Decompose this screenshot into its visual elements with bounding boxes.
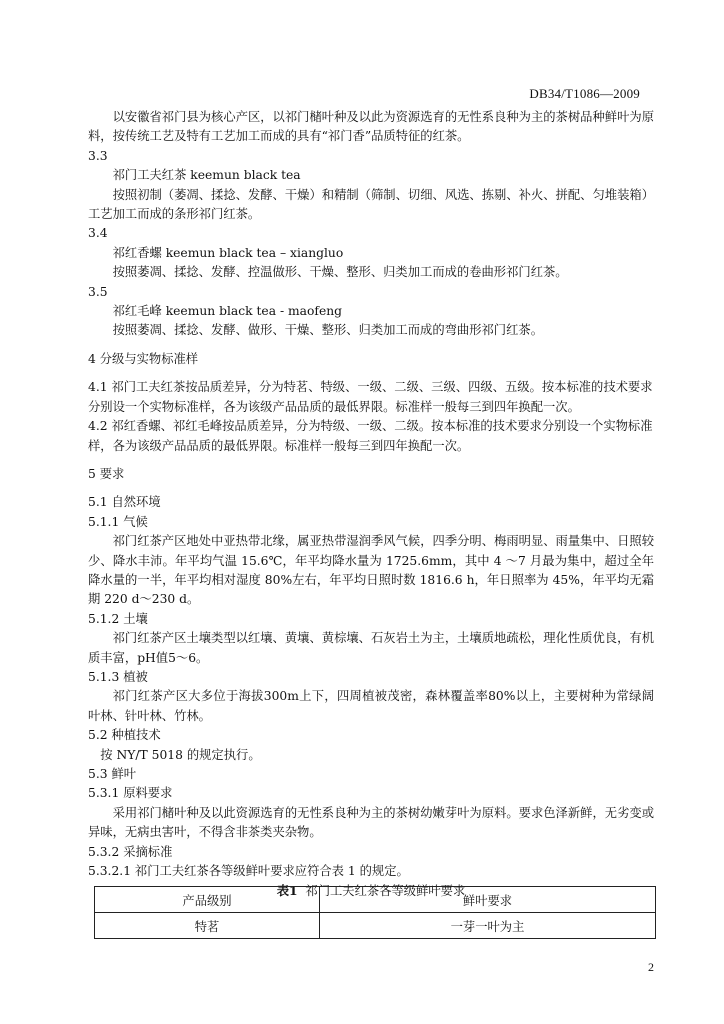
table-1 [94,886,656,939]
clause-5-2-heading: 5.2 种植技术 [88,728,161,743]
table-header-cell: 鲜叶要求 [320,887,656,913]
clause-5-1-1-heading: 5.1.1 气候 [88,514,148,529]
clause-5-3-1-heading: 5.3.1 原料要求 [88,786,173,801]
table-header-row [95,887,656,913]
clause-5-1-3-heading: 5.1.3 植被 [88,669,148,684]
clause-5-1-2-heading: 5.1.2 土壤 [88,611,148,626]
planting-paragraph: 按 NY/T 5018 的规定执行。 [100,747,261,762]
term-title: 祁门工夫红茶 keemun black tea [112,168,301,183]
term-definition: 按照萎凋、揉捻、发酵、做形、干燥、整形、归类加工而成的弯曲形祁门红茶。 [112,323,543,338]
clause-5-3-heading: 5.3 鲜叶 [88,767,137,781]
document-body [88,108,654,902]
term-title: 祁红毛峰 keemun black tea - maofeng [112,304,343,319]
clause-5-3-2-heading: 5.3.2 采摘标准 [88,844,173,859]
term-definition: 按照初制（萎凋、揉捻、发酵、干燥）和精制（筛制、切细、风选、拣剔、补火、拼配、匀堆装箱）工艺加工而成的条形祁门红茶。 [88,187,654,222]
term-number: 3.5 [88,284,108,299]
intro-paragraph: 以安徽省祁门县为核心产区，以祁门槠叶种及以此为资源选育的无性系良种为主的茶树品种鲜叶为原料，按传统工艺及特有工艺加工而成的具有“祁门香”品质特征的红茶。 [88,110,654,144]
table-header-cell: 产品级别 [95,887,320,913]
clause-4-2: 4.2 祁红香螺、祁红毛峰按品质差异，分为特级、一级、二级。按本标准的技术要求分别设一个实物标准样，各为该级产品品质的最低界限。标准样一般每三到四年换配一次。 [88,419,653,453]
clause-5-3-2-1: 5.3.2.1 祁门工夫红茶各等级鲜叶要求应符合表 1 的规定。 [88,864,409,879]
vegetation-paragraph: 祁门红茶产区大多位于海拔300m上下，四周植被茂密，森林覆盖率80%以上，主要树种为常绿阔叶林、针叶林、竹林。 [88,689,654,723]
table-cell: 一芽一叶为主 [320,913,656,939]
table-1-title: 祁门工夫红茶各等级鲜叶要求 [305,884,466,899]
table-1-label: 表1 [276,883,298,899]
document-id-header: DB34/T1086—2009 [529,86,640,101]
table-cell: 特茗 [95,913,320,939]
page-number: 2 [648,960,654,974]
term-number: 3.3 [88,148,108,163]
term-title: 祁红香螺 keemun black tea – xiangluo [112,245,344,260]
raw-material-paragraph: 采用祁门槠叶种及以此资源选育的无性系良种为主的茶树幼嫩芽叶为原料。要求色泽新鲜，无劣变或异味，无病虫害叶，不得含非茶类夹杂物。 [88,805,654,840]
clause-5-1-heading: 5.1 自然环境 [88,495,161,510]
term-definition: 按照萎凋、揉捻、发酵、控温做形、干燥、整形、归类加工而成的卷曲形祁门红茶。 [112,265,568,280]
section-5-heading: 5 要求 [88,466,125,481]
soil-paragraph: 祁门红茶产区土壤类型以红壤、黄壤、黄棕壤、石灰岩土为主，土壤质地疏松，理化性质优良，有机质丰富，pH值5～6。 [88,631,654,665]
term-number: 3.4 [88,226,108,241]
table-row [95,913,656,939]
clause-4-1: 4.1 祁门工夫红茶按品质差异，分为特茗、特级、一级、二级、三级、四级、五级。按本标准的技术要求分别设一个实物标准样，各为该级产品品质的最低界限。标准样一般每三到四年换配一次。 [88,380,653,414]
climate-paragraph: 祁门红茶产区地处中亚热带北缘，属亚热带湿润季风气候，四季分明、梅雨明显、雨量集中、日照较少、降水丰沛。年平均气温 15.6℃，年平均降水量为 1725.6mm，其中 4 ～7 月最为集中，超过全年降水量的一半，年平均相对湿度 80%左右，年平均日照时数 1816.6 h，年日照率为 45%，年平均无霜期 220 d～230 d。 [88,534,654,607]
section-4-heading: 4 分级与实物标准样 [88,351,199,366]
